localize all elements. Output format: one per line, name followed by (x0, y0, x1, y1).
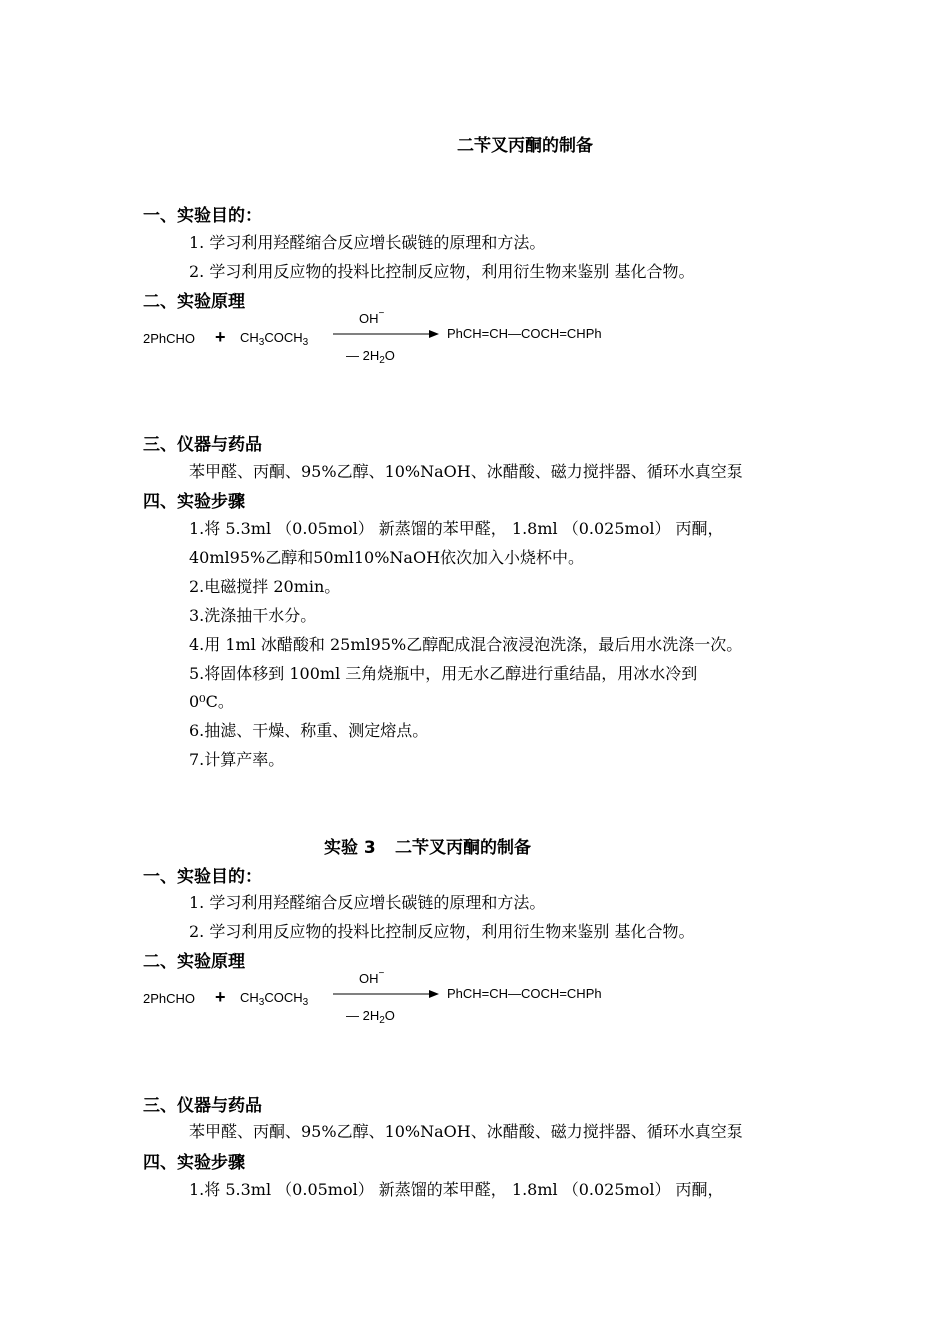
purpose-item-2-1: 1. 学习利用羟醛缩合反应增长碳链的原理和方法。 (189, 893, 546, 912)
reaction-equation-2 (143, 966, 643, 1026)
purpose-item-2: 2. 学习利用反应物的投料比控制反应物，利用衍生物来鉴别 基化合物。 (189, 262, 695, 281)
purpose-item-2-2: 2. 学习利用反应物的投料比控制反应物，利用衍生物来鉴别 基化合物。 (189, 922, 695, 941)
arrow-head (429, 330, 439, 338)
step-line-8: 6.抽滤、干燥、称重、测定熔点。 (189, 721, 429, 740)
byproduct-water: — $2H_2O$ (346, 348, 395, 366)
steps-heading-2: 四、实验步骤 (143, 1153, 245, 1173)
step-line-5: 4.用 1ml 冰醋酸和 25ml95%乙醇配成混合液浸泡洗涤，最后用水洗涤一次。 (189, 635, 743, 654)
step-line-3: 2.电磁搅拌 20min。 (189, 577, 341, 596)
experiment-number: 实验 3 (324, 838, 376, 858)
reactant-benzaldehyde: 2PhCHO (143, 331, 196, 346)
experiment-title: 二苄叉丙酮的制备 (395, 838, 531, 858)
materials-list-2: 苯甲醛、丙酮、95%乙醇、10%NaOH、冰醋酸、磁力搅拌器、循环水真空泵 (189, 1122, 743, 1141)
steps-heading: 四、实验步骤 (143, 492, 245, 512)
reactant-benzaldehyde-2: 2PhCHO (143, 991, 196, 1006)
step-line-2: 40ml95%乙醇和50ml10%NaOH依次加入小烧杯中。 (189, 548, 585, 567)
materials-list: 苯甲醛、丙酮、95%乙醇、10%NaOH、冰醋酸、磁力搅拌器、循环水真空泵 (189, 462, 743, 481)
reactant-acetone: $CH_3COCH_3$ (240, 330, 309, 348)
materials-heading: 三、仪器与药品 (143, 435, 262, 455)
reactant-acetone-2: $CH_3COCH_3$ (240, 990, 309, 1008)
step-line-9: 7.计算产率。 (189, 750, 285, 769)
principle-heading: 二、实验原理 (143, 292, 245, 312)
materials-heading-2: 三、仪器与药品 (143, 1096, 262, 1116)
arrow-head-2 (429, 990, 439, 998)
document-title: 二苄叉丙酮的制备 (457, 136, 593, 156)
step-line-1: 1.将 5.3ml （0.05mol） 新蒸馏的苯甲醛， 1.8ml （0.025mol） 丙酮， (189, 519, 724, 538)
purpose-item-1: 1. 学习利用羟醛缩合反应增长碳链的原理和方法。 (189, 233, 546, 252)
purpose-heading: 一、实验目的： (143, 206, 262, 226)
step-line-4: 3.洗涤抽干水分。 (189, 606, 317, 625)
reaction-equation (143, 306, 643, 366)
plus-sign: + (215, 327, 226, 347)
catalyst-hydroxide-2: OH− (359, 968, 385, 986)
product-dibenzalacetone-2: PhCH=CH—COCH=CHPh (447, 986, 602, 1001)
catalyst-hydroxide: OH− (359, 308, 385, 326)
product-dibenzalacetone: PhCH=CH—COCH=CHPh (447, 326, 602, 341)
step-line-7: 0⁰C。 (189, 692, 234, 711)
principle-heading-2: 二、实验原理 (143, 952, 245, 972)
step-line-6: 5.将固体移到 100ml 三角烧瓶中，用无水乙醇进行重结晶，用冰水冷到 (189, 664, 698, 683)
plus-sign-2: + (215, 987, 226, 1007)
purpose-heading-2: 一、实验目的： (143, 867, 262, 887)
step-line-2-1: 1.将 5.3ml （0.05mol） 新蒸馏的苯甲醛， 1.8ml （0.025mol） 丙酮， (189, 1180, 724, 1199)
byproduct-water-2: — $2H_2O$ (346, 1008, 395, 1026)
